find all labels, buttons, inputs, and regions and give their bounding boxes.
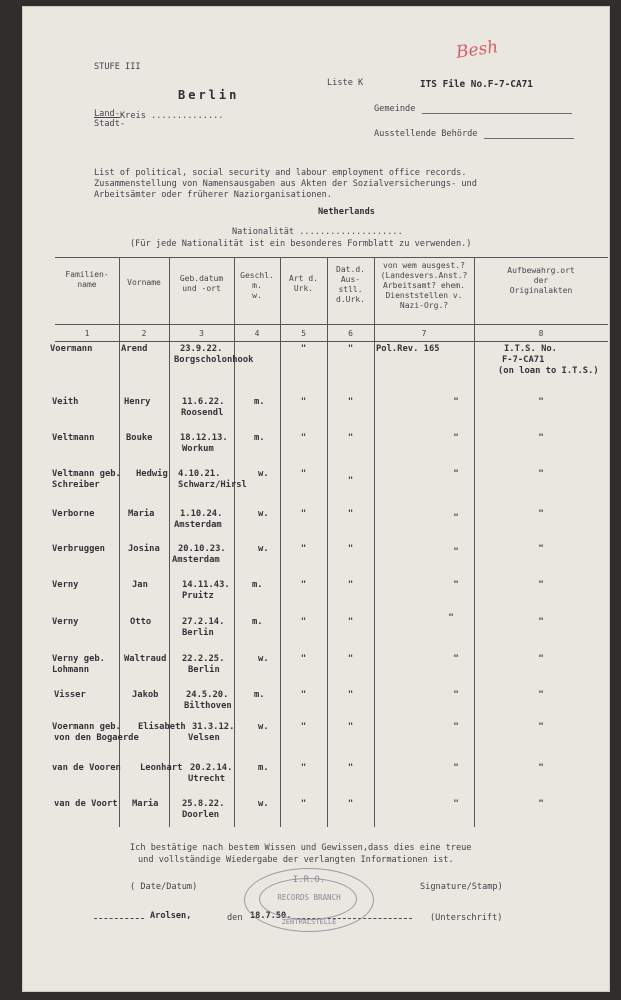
row-family-name: Verbruggen	[52, 544, 105, 554]
col-divider	[280, 257, 281, 827]
row-date: "	[347, 433, 354, 443]
row-storage: "	[538, 722, 544, 732]
col-header-vorname: Vorname	[127, 278, 161, 287]
behoerde-underline	[484, 138, 574, 139]
row-first-name: Otto	[130, 617, 152, 627]
row-birth-date: 27.2.14.	[182, 617, 225, 627]
intro-line-3: Arbeitsämter oder früherer Naziorganisationen.	[94, 190, 332, 200]
intro-line-1: List of political, social security and labour employment office records.	[94, 168, 467, 178]
row-sex: m.	[252, 580, 263, 590]
row-birth-place: Berlin	[188, 665, 220, 675]
row-issued-by: "	[448, 613, 454, 623]
row-art: "	[300, 397, 307, 407]
row-art: "	[300, 654, 307, 664]
handwritten-mark: Besh	[454, 37, 500, 63]
signature-label: Signature/Stamp)	[420, 882, 503, 892]
confirmation-line-1: Ich bestätige nach bestem Wissen und Gewissen,dass dies eine treue	[130, 843, 472, 853]
row-sex: m.	[254, 690, 265, 700]
row-birth-date: 22.2.25.	[182, 654, 225, 664]
row-sex: w.	[258, 654, 269, 664]
row-art: "	[300, 544, 307, 554]
row-birth-place: Borgscholonhook	[174, 355, 254, 365]
col-header-ausgestellt-von: von wem ausgest.? (Landesvers.Anst.? Arbeitsamt? ehem. Dienststellen v. Nazi-Org.?	[380, 261, 468, 310]
row-first-name: Elisabeth	[138, 722, 186, 732]
row-art: "	[300, 763, 307, 773]
row-birth-place: Pruitz	[182, 591, 214, 601]
place-arolsen: Arolsen,	[150, 911, 192, 921]
row-birth-place: Schwarz/Hirsl	[178, 480, 247, 490]
row-first-name: Leonhart	[140, 763, 183, 773]
row-family-name-2: von den Bogaerde	[54, 733, 139, 743]
stamp-text-iro: I.R.O.	[292, 875, 326, 885]
row-birth-place: Amsterdam	[172, 555, 220, 565]
row-date: "	[347, 397, 354, 407]
row-family-name: Verny	[52, 617, 79, 627]
row-first-name: Bouke	[126, 433, 153, 443]
signature-dash-left	[94, 918, 144, 919]
row-date: "	[347, 763, 354, 773]
row-storage: "	[538, 799, 544, 809]
col-number: 3	[199, 329, 204, 338]
col-divider	[327, 257, 328, 827]
row-birth-place: Workum	[182, 444, 214, 454]
row-first-name: Maria	[132, 799, 159, 809]
row-first-name: Waltraud	[124, 654, 167, 664]
row-birth-date: 20.10.23.	[178, 544, 226, 554]
row-issued-by: "	[453, 763, 459, 773]
row-storage: "	[538, 544, 544, 554]
stadt-label: Stadt-	[94, 119, 126, 129]
row-birth-date: 24.5.20.	[186, 690, 229, 700]
row-art: "	[300, 799, 307, 809]
row-birth-date: 31.3.12.	[192, 722, 235, 732]
row-sex: w.	[258, 799, 269, 809]
row-birth-place: Bilthoven	[184, 701, 232, 711]
row-issued-by: "	[453, 547, 459, 557]
date-value: 18.7.50.	[250, 911, 292, 921]
row-birth-date: 11.6.22.	[182, 397, 225, 407]
row-storage: I.T.S. No.	[504, 344, 557, 354]
city-name: Berlin	[178, 88, 240, 102]
row-sex: w.	[258, 544, 269, 554]
row-sex: m.	[254, 397, 265, 407]
row-sex: w.	[258, 469, 269, 479]
row-date: "	[347, 690, 354, 700]
row-family-name: Voermann	[50, 344, 93, 354]
row-art: "	[300, 580, 307, 590]
row-birth-place: Velsen	[188, 733, 220, 743]
row-storage: "	[538, 433, 544, 443]
row-storage-file: F-7-CA71	[502, 355, 545, 365]
row-issued-by: "	[453, 690, 459, 700]
row-birth-place: Roosendl	[181, 408, 224, 418]
row-issued-by: "	[453, 654, 459, 664]
row-first-name: Josina	[128, 544, 160, 554]
row-birth-place: Amsterdam	[174, 520, 222, 530]
col-header-geburtsdatum: Geb.datum und -ort	[179, 274, 224, 293]
row-issued-by: Pol.Rev. 165	[376, 344, 440, 354]
row-family-name-2: Lohmann	[52, 665, 90, 675]
row-family-name: van de Voort	[54, 799, 118, 809]
row-storage: "	[538, 397, 544, 407]
iro-stamp	[244, 868, 374, 932]
row-sex: m.	[252, 617, 263, 627]
row-sex: m.	[258, 763, 269, 773]
col-header-geschlecht: Geschl. m. w.	[240, 271, 274, 300]
nationality-note: (Für jede Nationalität ist ein besonderes Formblatt zu verwenden.)	[130, 239, 472, 249]
row-first-name: Maria	[128, 509, 155, 519]
col-number: 6	[348, 329, 353, 338]
row-first-name: Hedwig	[136, 469, 168, 479]
document-page	[22, 6, 610, 992]
stamp-text-branch: RECORDS BRANCH	[277, 893, 341, 902]
row-birth-date: 18.12.13.	[180, 433, 228, 443]
behoerde-label: Ausstellende Behörde	[374, 129, 478, 139]
row-storage: "	[538, 469, 544, 479]
col-number: 4	[254, 329, 260, 338]
row-family-name: van de Vooren	[52, 763, 121, 773]
col-divider	[234, 257, 235, 827]
row-sex: w.	[258, 509, 269, 519]
stufe-label: STUFE III	[94, 62, 141, 72]
intro-line-2: Zusammenstellung von Namensausgaben aus Akten der Sozialversicherungs- und	[94, 179, 477, 189]
row-date: "	[347, 722, 354, 732]
row-birth-date: 14.11.43.	[182, 580, 230, 590]
row-art: "	[300, 469, 307, 479]
row-storage: "	[538, 580, 544, 590]
row-first-name: Jakob	[132, 690, 159, 700]
row-storage-note: (on loan to I.T.S.)	[498, 366, 599, 376]
row-sex: m.	[254, 433, 265, 443]
row-date: "	[347, 654, 354, 664]
row-storage: "	[538, 690, 544, 700]
row-family-name: Veltmann geb.	[52, 469, 121, 479]
row-family-name: Verborne	[52, 509, 95, 519]
row-date: "	[347, 580, 354, 590]
row-date: "	[347, 476, 354, 486]
row-sex: w.	[258, 722, 269, 732]
row-birth-place: Utrecht	[188, 774, 226, 784]
row-storage: "	[538, 617, 544, 627]
row-art: "	[300, 509, 307, 519]
col-divider	[169, 257, 170, 827]
row-art: "	[300, 617, 307, 627]
col-header-aufbewahrungsort: Aufbewahrg.ort der Originalakten	[507, 266, 575, 295]
row-date: "	[347, 617, 354, 627]
gemeinde-underline	[422, 113, 572, 114]
row-date: "	[347, 799, 354, 809]
its-file-number: ITS File No.F-7-CA71	[420, 79, 533, 90]
row-storage: "	[538, 763, 544, 773]
nationality-value: Netherlands	[318, 207, 375, 217]
row-family-name: Verny geb.	[52, 654, 105, 664]
row-birth-date: 1.10.24.	[180, 509, 223, 519]
col-number: 7	[421, 329, 427, 338]
row-birth-date: 23.9.22.	[180, 344, 223, 354]
confirmation-line-2: und vollständige Wiedergabe der verlangten Informationen ist.	[138, 855, 454, 865]
row-storage: "	[538, 654, 544, 664]
kreis-label: Kreis ..............	[120, 111, 224, 121]
col-header-familienname: Familien- name	[65, 270, 109, 289]
row-first-name: Jan	[132, 580, 148, 590]
row-date: "	[347, 344, 354, 354]
row-birth-place: Doorlen	[182, 810, 220, 820]
row-birth-date: 25.8.22.	[182, 799, 225, 809]
col-number: 5	[301, 329, 306, 338]
table-number-rule	[55, 341, 608, 342]
row-first-name: Arend	[121, 344, 148, 354]
row-issued-by: "	[453, 433, 459, 443]
row-issued-by: "	[453, 469, 459, 479]
row-art: "	[300, 690, 307, 700]
row-art: "	[300, 344, 307, 354]
col-header-datum-ausstellung: Dat.d. Aus- stll. d.Urk.	[336, 265, 365, 304]
col-number: 8	[538, 329, 544, 338]
row-storage: "	[538, 509, 544, 519]
row-art: "	[300, 433, 307, 443]
row-birth-date: 4.10.21.	[178, 469, 221, 479]
col-header-art-urkunde: Art d. Urk.	[289, 274, 318, 293]
row-date: "	[347, 544, 354, 554]
col-number: 2	[141, 329, 147, 338]
row-issued-by: "	[453, 799, 459, 809]
row-issued-by: "	[453, 513, 459, 523]
liste-label: Liste K	[327, 78, 364, 88]
col-divider	[374, 257, 375, 827]
row-art: "	[300, 722, 307, 732]
table-top-rule	[55, 257, 608, 258]
row-family-name: Veltmann	[52, 433, 95, 443]
row-family-name: Voermann geb.	[52, 722, 121, 732]
unterschrift-label: (Unterschrift)	[430, 913, 503, 923]
nationality-label: Nationalität ....................	[232, 227, 403, 237]
stamp-text-bottom: ZENTRALSTELLE	[281, 918, 337, 926]
col-number: 1	[84, 329, 90, 338]
row-issued-by: "	[453, 397, 459, 407]
row-family-name-2: Schreiber	[52, 480, 100, 490]
row-issued-by: "	[453, 722, 459, 732]
row-family-name: Verny	[52, 580, 79, 590]
date-label: ( Date/Datum)	[130, 882, 198, 892]
row-first-name: Henry	[124, 397, 151, 407]
land-label: Land-	[94, 109, 120, 119]
row-birth-date: 20.2.14.	[190, 763, 233, 773]
row-family-name: Visser	[54, 690, 86, 700]
row-issued-by: "	[453, 580, 459, 590]
den-label: den	[227, 913, 243, 923]
row-date: "	[347, 509, 354, 519]
col-divider	[474, 257, 475, 827]
table-header-rule	[55, 324, 608, 325]
gemeinde-label: Gemeinde	[374, 104, 416, 114]
row-birth-place: Berlin	[182, 628, 214, 638]
row-family-name: Veith	[52, 397, 79, 407]
